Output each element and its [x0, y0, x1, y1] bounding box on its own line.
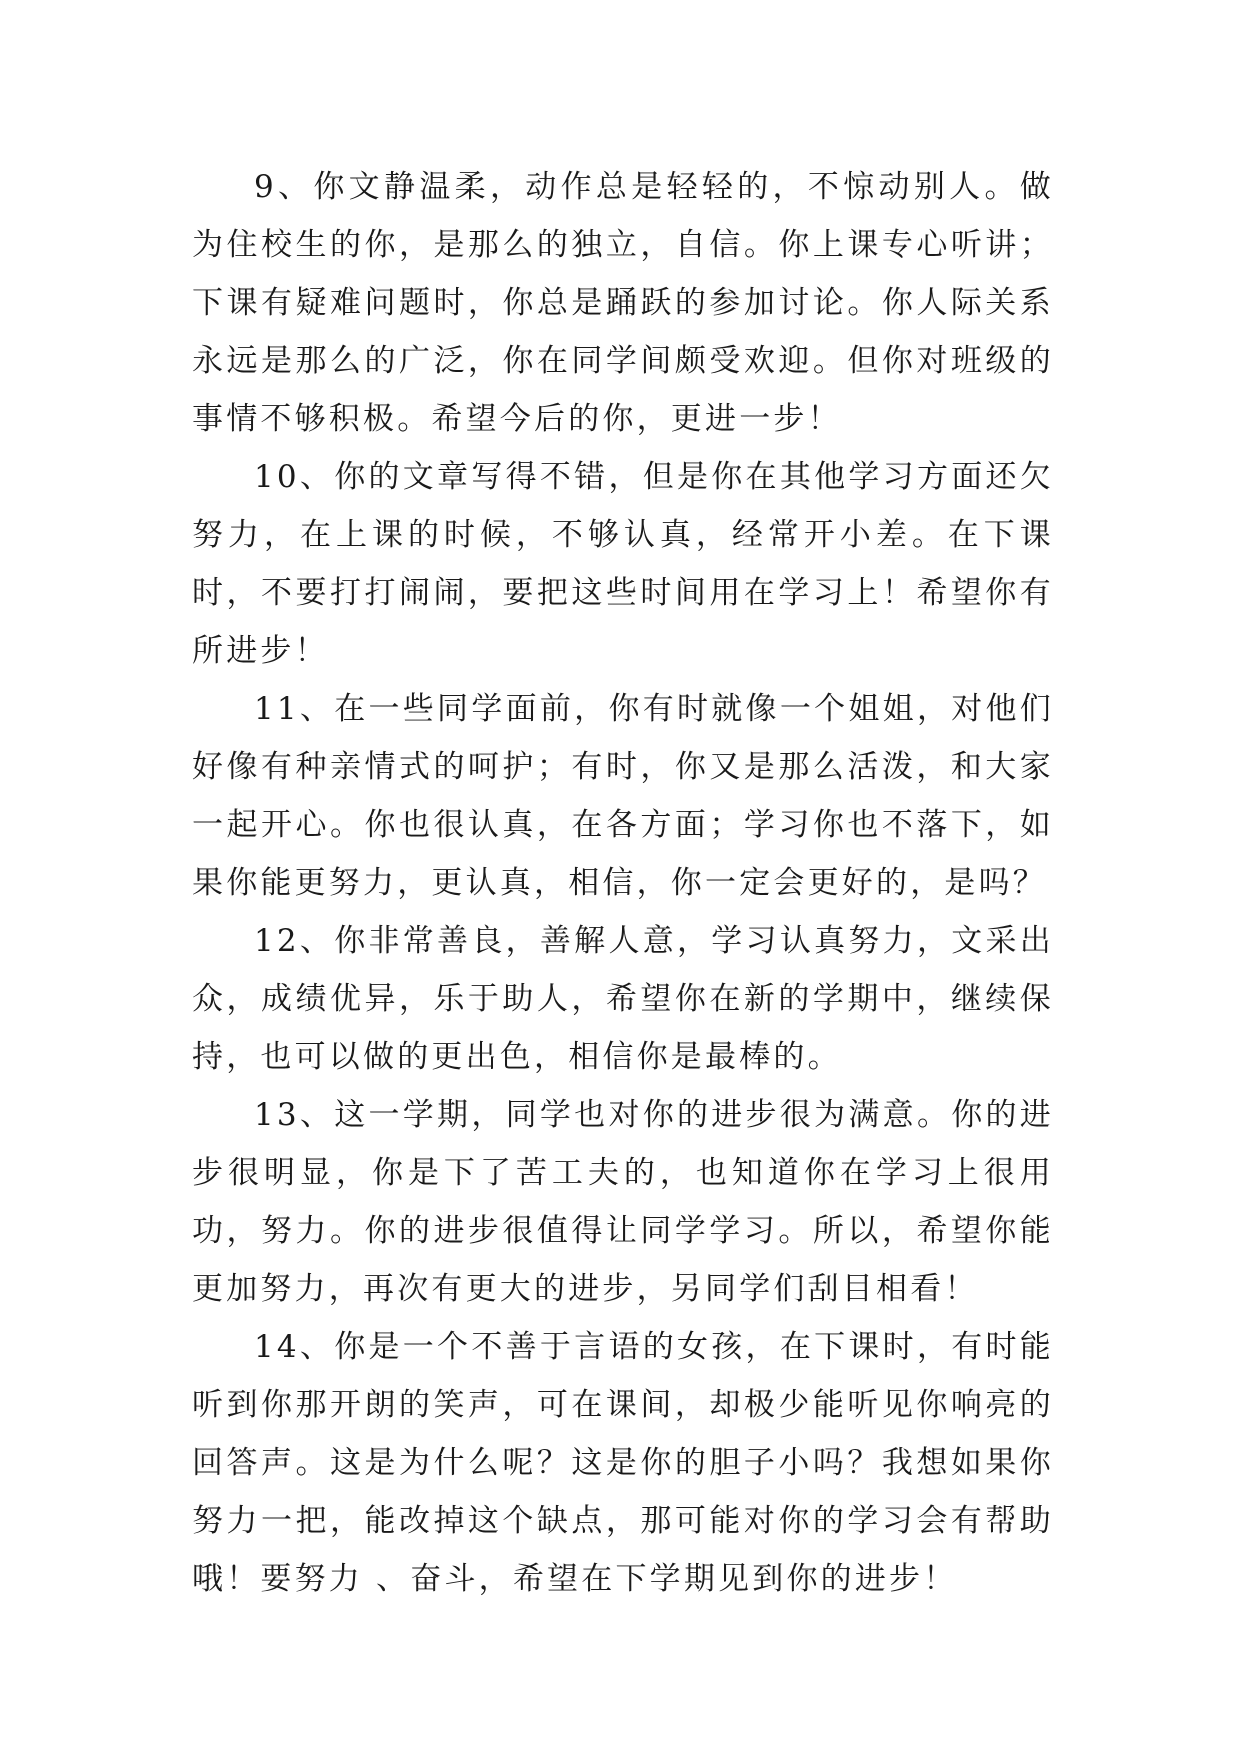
paragraph-comment-10: 10、你的文章写得不错，但是你在其他学习方面还欠努力，在上课的时候，不够认真，经常开小差。在下课时，不要打打闹闹，要把这些时间用在学习上！希望你有所进步！	[192, 459, 1054, 669]
paragraph-comment-9: 9、你文静温柔，动作总是轻轻的，不惊动别人。做为住校生的你，是那么的独立，自信。你上课专心听讲；下课有疑难问题时，你总是踊跃的参加讨论。你人际关系永远是那么的广泛，你在同学间颇受欢迎。但你对班级的事情不够积极。希望今后的你，更进一步！	[192, 169, 1054, 437]
paragraph-comment-11: 11、在一些同学面前，你有时就像一个姐姐，对他们好像有种亲情式的呵护；有时，你又是那么活泼，和大家一起开心。你也很认真，在各方面；学习你也不落下，如果你能更努力，更认真，相信，你一定会更好的，是吗？	[192, 691, 1054, 901]
paragraph-comment-14: 14、你是一个不善于言语的女孩，在下课时，有时能听到你那开朗的笑声，可在课间，却极少能听见你响亮的回答声。这是为什么呢？这是你的胆子小吗？我想如果你努力一把，能改掉这个缺点，那可能对你的学习会有帮助哦！要努力 、奋斗，希望在下学期见到你的进步！	[192, 1329, 1054, 1597]
paragraph-comment-12: 12、你非常善良，善解人意，学习认真努力，文采出众，成绩优异，乐于助人，希望你在新的学期中，继续保持，也可以做的更出色，相信你是最棒的。	[192, 923, 1054, 1075]
paragraph-comment-13: 13、这一学期，同学也对你的进步很为满意。你的进步很明显，你是下了苦工夫的，也知道你在学习上很用功，努力。你的进步很值得让同学学习。所以，希望你能更加努力，再次有更大的进步，另同学们刮目相看！	[192, 1097, 1054, 1307]
document-page	[192, 158, 1054, 1608]
